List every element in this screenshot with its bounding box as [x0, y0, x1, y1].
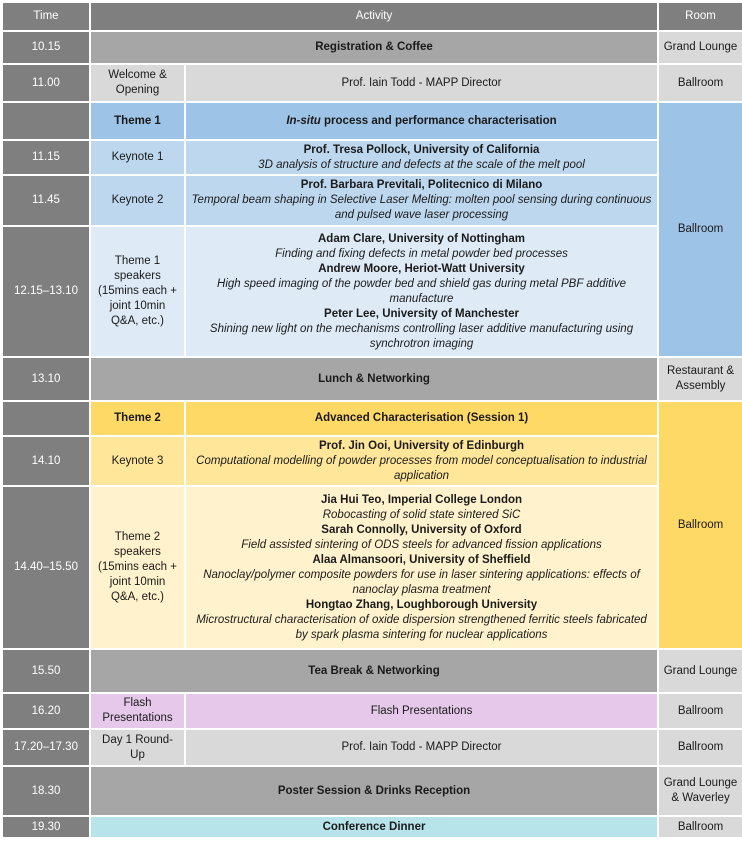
talk-cell — [185, 226, 658, 357]
table-row — [2, 102, 742, 140]
speaker-name: Alaa Almansoori, University of Sheffield — [312, 553, 531, 566]
talk-cell — [185, 486, 658, 649]
activity-cell: Tea Break & Networking — [90, 649, 658, 693]
theme-title: Advanced Characterisation (Session 1) — [185, 401, 658, 436]
talk-title: Finding and fixing defects in metal powder bed processes — [275, 247, 568, 260]
room-cell: Ballroom — [658, 401, 742, 649]
talk-cell — [185, 140, 658, 175]
speaker-name: Prof. Tresa Pollock, University of California — [303, 143, 540, 156]
table-row — [2, 436, 742, 486]
time-cell: 13.10 — [2, 357, 90, 401]
header-row — [2, 2, 742, 31]
activity-cell: Conference Dinner — [90, 816, 658, 838]
session-label: Keynote 1 — [90, 140, 185, 175]
time-cell: 11.00 — [2, 64, 90, 102]
session-label: Day 1 Round-Up — [90, 729, 185, 766]
speaker-name: Prof. Jin Ooi, University of Edinburgh — [318, 439, 525, 452]
talk-title: Field assisted sintering of ODS steels for advanced fission applications — [241, 538, 602, 551]
activity-cell: Prof. Iain Todd - MAPP Director — [185, 64, 658, 102]
time-cell — [2, 102, 90, 140]
time-cell: 16.20 — [2, 693, 90, 729]
talk-title: Temporal beam shaping in Selective Laser Melting: molten pool sensing during continuous and pulsed wave laser processing — [191, 194, 652, 221]
table-row — [2, 693, 742, 729]
talk-title: Nanoclay/polymer composite powders for use in laser sintering applications: effects of nanoclay plasma treatment — [203, 568, 640, 596]
header-time: Time — [2, 2, 90, 31]
table-row — [2, 226, 742, 357]
room-cell: Grand Lounge & Waverley — [658, 766, 742, 816]
session-label: Theme 2 — [90, 401, 185, 436]
session-label: Welcome & Opening — [90, 64, 185, 102]
theme-title-italic: In-situ — [286, 114, 321, 127]
room-cell: Grand Lounge — [658, 31, 742, 64]
header-room: Room — [658, 2, 742, 31]
time-cell: 17.20–17.30 — [2, 729, 90, 766]
activity-cell: Registration & Coffee — [90, 31, 658, 64]
activity-cell: Poster Session & Drinks Reception — [90, 766, 658, 816]
table-row — [2, 729, 742, 766]
room-cell: Ballroom — [658, 729, 742, 766]
room-cell: Ballroom — [658, 102, 742, 357]
room-cell: Grand Lounge — [658, 649, 742, 693]
table-row — [2, 401, 742, 436]
talk-title: High speed imaging of the powder bed and shield gas during metal PBF additive manufacture — [217, 277, 626, 305]
time-cell: 11.15 — [2, 140, 90, 175]
room-cell: Restaurant & Assembly — [658, 357, 742, 401]
table-row — [2, 357, 742, 401]
header-activity: Activity — [90, 2, 658, 31]
talk-title: 3D analysis of structure and defects at the scale of the melt pool — [258, 158, 585, 171]
table-row — [2, 175, 742, 226]
speaker-name: Andrew Moore, Heriot-Watt University — [318, 262, 525, 275]
time-cell: 15.50 — [2, 649, 90, 693]
session-label: Flash Presentations — [90, 693, 185, 729]
time-cell — [2, 401, 90, 436]
talk-title: Robocasting of solid state sintered SiC — [322, 508, 521, 521]
table-row — [2, 486, 742, 649]
time-cell: 18.30 — [2, 766, 90, 816]
activity-cell: Flash Presentations — [185, 693, 658, 729]
time-cell: 19.30 — [2, 816, 90, 838]
theme-title-rest: process and performance characterisation — [320, 114, 557, 127]
room-cell: Ballroom — [658, 693, 742, 729]
room-cell: Ballroom — [658, 64, 742, 102]
schedule-table — [1, 1, 742, 839]
time-cell: 12.15–13.10 — [2, 226, 90, 357]
session-label: Keynote 3 — [90, 436, 185, 486]
speaker-name: Sarah Connolly, University of Oxford — [321, 523, 522, 536]
table-row — [2, 766, 742, 816]
speaker-name: Peter Lee, University of Manchester — [324, 307, 519, 320]
room-cell: Ballroom — [658, 816, 742, 838]
theme-title — [185, 102, 658, 140]
session-label: Theme 1 — [90, 102, 185, 140]
session-label: Theme 2 speakers (15mins each + joint 10min Q&A, etc.) — [90, 486, 185, 649]
time-cell: 14.40–15.50 — [2, 486, 90, 649]
speaker-name: Prof. Barbara Previtali, Politecnico di Milano — [300, 179, 543, 191]
session-label: Theme 1 speakers (15mins each + joint 10min Q&A, etc.) — [90, 226, 185, 357]
table-row — [2, 140, 742, 175]
speaker-name: Adam Clare, University of Nottingham — [317, 232, 526, 245]
talk-title: Computational modelling of powder processes from model conceptualisation to industrial application — [196, 454, 647, 482]
talk-cell — [185, 175, 658, 226]
time-cell: 11.45 — [2, 175, 90, 226]
talk-title: Microstructural characterisation of oxide dispersion strengthened ferritic steels fabricated by spark plasma sintering for nuclear applications — [196, 613, 647, 641]
activity-cell: Lunch & Networking — [90, 357, 658, 401]
speaker-name: Jia Hui Teo, Imperial College London — [320, 493, 523, 506]
time-cell: 10.15 — [2, 31, 90, 64]
table-row — [2, 649, 742, 693]
talk-title: Shining new light on the mechanisms controlling laser additive manufacturing using synchrotron imaging — [209, 322, 634, 350]
session-label: Keynote 2 — [90, 175, 185, 226]
table-row — [2, 31, 742, 64]
talk-cell — [185, 436, 658, 486]
time-cell: 14.10 — [2, 436, 90, 486]
speaker-name: Hongtao Zhang, Loughborough University — [305, 598, 538, 611]
table-row — [2, 64, 742, 102]
activity-cell: Prof. Iain Todd - MAPP Director — [185, 729, 658, 766]
table-row — [2, 816, 742, 838]
